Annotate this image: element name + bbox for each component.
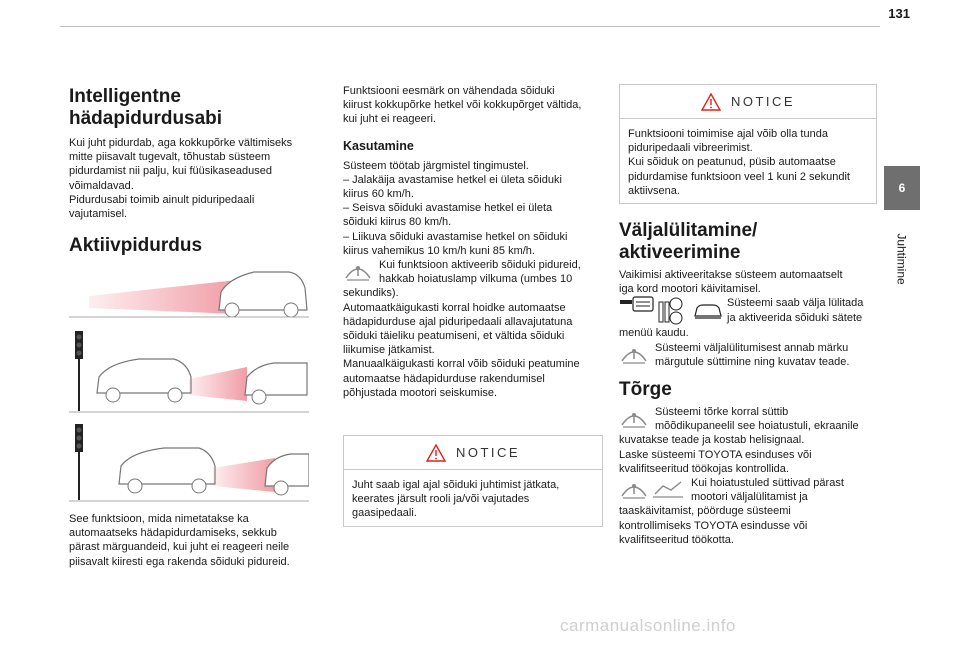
fault-paragraph-1 [619,405,881,433]
text-line: keerates järsult rooli ja/või vajutades [352,493,530,506]
text-line: automaatseks hädapidurdamiseks, sekkub [69,527,277,540]
car-shape [119,448,215,484]
text-line: See funktsioon, mida nimetatakse ka [69,513,249,525]
text-line: kontrollimiseks TOYOTA esindusse või [619,519,808,532]
text-line: liikumise jätkamist. [343,344,435,357]
text-line: Kui sõiduk on peatunud, püsib automaatse [628,156,836,169]
notice-title: NOTICE [455,445,521,460]
text-line: kvalifitseeritud töökotta. [619,533,734,546]
text-line: piduripedaali vibreerimist. [628,142,753,155]
fault-lamp-icon [619,476,685,500]
text-line: Süsteemi saab välja lülitada [727,297,864,310]
illustration-traffic-light-two-cars [69,418,309,502]
text-line: iga kord mootori käivitamisel. [619,283,761,296]
text-line: Süsteemi tõrke korral süttib [655,406,789,419]
heading-line-1: Väljalülitamine/ [619,220,758,241]
text-line: taaskäivitamist, pöörduge süsteemi [619,505,791,518]
notice-box-driver [343,435,603,527]
header-rule [60,26,880,27]
text-line: Automaatkäigukasti korral hoidke automaatse [343,301,566,314]
warning-triangle-icon [426,444,446,462]
notice-body [620,119,876,204]
pedestrian-warning-lamp-icon [619,341,649,365]
column-1 [69,86,324,257]
notice-body [344,470,602,527]
warning-triangle-icon [701,93,721,111]
text-line: põhjustada mootori seiskumise. [343,386,498,399]
text-line: kui juht ei reageeri. [343,113,436,126]
text-line: aktiivsena. [628,184,680,197]
text-line: kiirust kokkupõrke hetkel või kokkupõrget vältida, [343,99,582,112]
text-line: Kui hoiatustuled süttivad pärast [691,477,844,490]
illustration-caption [69,512,324,569]
settings-car-icon [659,298,682,324]
text-line: – Liikuva sõiduki avastamise hetkel on sõiduki [343,230,568,243]
text-line: piisavalt kiiresti ega rakenda sõiduki pidureid. [69,555,290,568]
deactivation-heading [619,220,881,264]
text-line: – Seisva sõiduki avastamise hetkel ei ületa [343,202,553,215]
pedestrian-warning-lamp-icon [619,405,649,429]
text-line: Kui juht pidurdab, aga kokkupõrke vältimiseks [69,137,293,149]
section-title [69,86,324,130]
text-line: vajutamisel. [69,208,128,221]
illustration-traffic-light-stopped-car [69,323,309,413]
text-line: ja aktiveerida sõiduki sätete [727,311,863,324]
text-line: gaasipedaali. [352,507,417,520]
chapter-label [884,214,920,304]
text-line: automaatse hädapidurduse rakendumisel [343,372,545,385]
warning-lamp-paragraph [343,258,603,286]
notice-title: NOTICE [730,94,796,109]
text-line: pidurdamise funktsioon veel 1 kuni 2 sekundit [628,170,850,183]
watermark: carmanualsonline.info [560,616,736,635]
text-line: märgutule süttimine ning kuvatav teade. [655,355,850,368]
text-line: võimaldavad. [69,179,134,192]
notice-header [344,436,602,470]
fault-paragraph-2 [619,476,881,504]
text-line: kvalifitseeritud töökojas kontrollida. [619,462,789,475]
intro-paragraph [69,136,324,221]
radar-beam [189,367,247,401]
touchscreen-menu-icon [619,296,723,326]
chapter-label-text: Juhtimine [895,233,910,285]
text-line: – Jalakäija avastamise hetkel ei ületa sõiduki [343,173,562,186]
text-line: mootori väljalülitamist ja [691,491,808,504]
text-line: Laske süsteemi TOYOTA esinduses või [619,448,812,461]
text-line: Vaikimisi aktiveeritakse süsteem automaatselt [619,269,843,281]
text-line: sõiduki kiirus 80 km/h. [343,216,452,229]
text-line: kiirus 60 km/h. [343,188,414,201]
text-line: pidurdamist nii palju, kui füüsikaseadused [69,165,273,178]
indicator-paragraph [619,341,881,369]
pedestrian-warning-lamp-icon [343,258,373,282]
text-line: pärast märguandeid, kui juht ei reageeri neile [69,541,290,554]
radar-beam [89,280,237,314]
car-shape [245,363,307,395]
text-line: Pidurdusabi toimib ainult piduripedaali [69,193,255,206]
chapter-tab[interactable]: 6 [884,166,920,210]
title-line-2: hädapidurdusabi [69,108,223,129]
notice-header [620,85,876,119]
illustration-car-pedestrian [69,258,309,318]
car-wheel [225,303,239,317]
text-line: Süsteemi väljalülitumisest annab märku [655,341,849,354]
car-icon [695,305,721,318]
text-line: kuvatakse teade ja kostab helisignaal. [619,434,805,447]
text-line: hädapidurduse ajal piduripedaali allavajutatuna [343,315,573,328]
text-line: hakkab hoiatuslamp vilkuma (umbes 10 [379,273,573,286]
heading-line-2: aktiveerimine [619,242,741,263]
column-2 [343,84,603,400]
active-braking-heading: Aktiivpidurdus [69,235,203,257]
usage-heading: Kasutamine [343,138,414,153]
text-line: mitte piisavalt tugevalt, tõhustab süsteem [69,151,271,164]
text-line: Funktsiooni toimimise ajal võib olla tunda [628,128,828,140]
text-line: Funktsiooni eesmärk on vähendada sõiduki [343,85,555,97]
text-line: Kui funktsioon aktiveerib sõiduki pidureid, [379,259,581,272]
fault-heading: Tõrge [619,379,672,401]
text-line: sõiduki täieliku peatumiseni, et vältida sõiduki [343,330,565,343]
text-line: Juht saab igal ajal sõiduki juhtimist jätkata, [352,479,560,491]
column-3 [619,220,881,547]
text-line: Süsteem töötab järgmistel tingimustel. [343,159,529,172]
car-wheel [284,303,298,317]
title-line-1: Intelligentne [69,86,181,107]
text-line: sekundiks). [343,287,399,300]
text-line: Manuaalkäigukasti korral võib sõiduki peatumine [343,358,580,371]
text-line: mõõdikupaneelil see hoiatustuli, ekraanile [655,420,859,433]
page-number: 131 [888,6,910,21]
text-line: kiirus vahemikus 10 km/h kuni 85 km/h. [343,244,535,257]
notice-box-vibration [619,84,877,204]
text-line: menüü kaudu. [619,327,689,340]
settings-paragraph [619,296,881,326]
